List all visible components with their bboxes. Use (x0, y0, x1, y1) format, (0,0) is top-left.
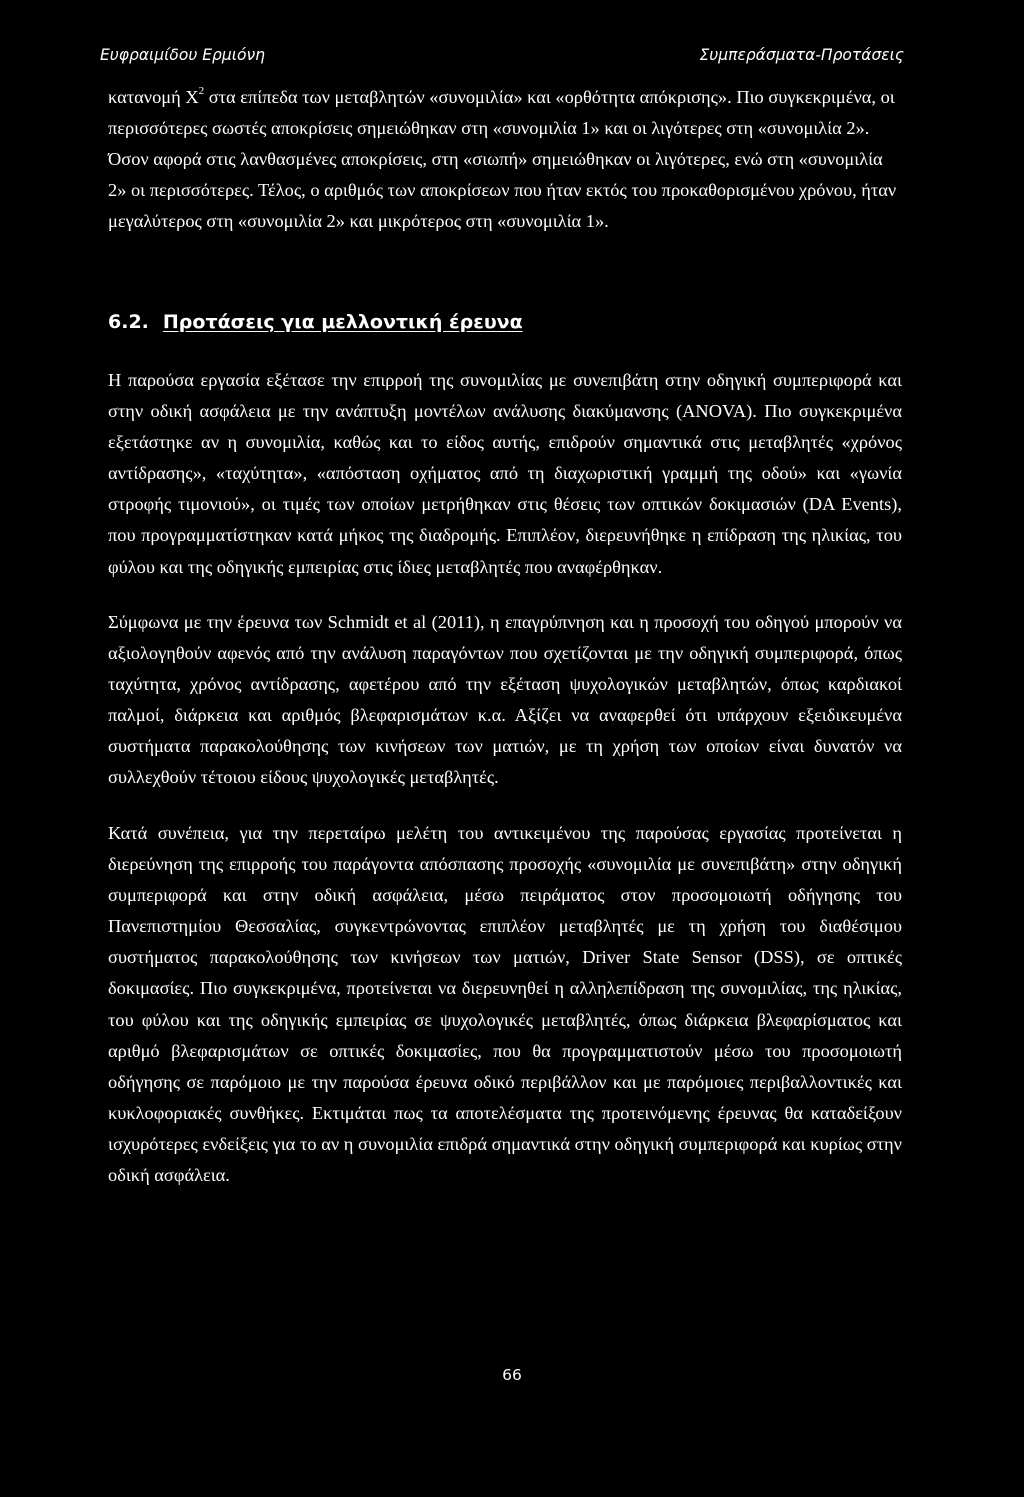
section-number: 6.2. (108, 311, 149, 333)
running-header (100, 46, 904, 70)
section-title: Προτάσεις για μελλοντική έρευνα (162, 311, 523, 333)
body-paragraph: Σύμφωνα με την έρευνα των Schmidt et al (2011), η επαγρύπνηση και η προσοχή του οδηγού μπορούν να αξιολογηθούν αφενός από την ανάλυση παραγόντων που σχετίζονται με την οδηγική συμπεριφορά, όπως ταχύτητα, χρόνος αντίδρασης, αφετέρου από την εξέταση ψυχολογικών μεταβλητών, όπως καρδιακοί παλμοί, διάρκεια και αριθμός βλεφαρισμάτων κ.α. Αξίζει να αναφερθεί ότι υπάρχουν εξειδικευμένα συστήματα παρακολούθησης των κινήσεων των ματιών, με τη χρήση των οποίων είναι δυνατόν να συλλεχθούν τέτοιου είδους ψυχολογικές μεταβλητές. (108, 612, 902, 788)
page-number: 66 (502, 1366, 522, 1384)
body-paragraph: Κατά συνέπεια, για την περεταίρω μελέτη του αντικειμένου της παρούσας εργασίας προτείνεται η διερεύνηση της επιρροής του παράγοντα απόσπασης προσοχής «συνομιλία με συνεπιβάτη» στην οδηγική συμπεριφορά και στην οδική ασφάλεια, μέσω πειράματος στον προσομοιωτή οδήγησης του Πανεπιστημίου Θεσσαλίας, συγκεντρώνοντας επιπλέον μεταβλητές με τη χρήση του διαθέσιμου συστήματος παρακολούθησης των κινήσεων των ματιών, Driver State Sensor (DSS), σε οπτικές δοκιμασίες. Πιο συγκεκριμένα, προτείνεται να διερευνηθεί η αλληλεπίδραση της συνομιλίας, της ηλικίας, του φύλου και της οδηγικής εμπειρίας σε ψυχολογικές μεταβλητές, όπως διάρκεια βλεφαρίσματος και αριθμό βλεφαρισμάτων σε οπτικές δοκιμασίες, που θα προγραμματιστούν μέσω του προσομοιωτή οδήγησης σε παρόμοιο με την παρούσα έρευνα οδικό περιβάλλον και με παρόμοιες περιβαλλοντικές και κυκλοφοριακές συνθήκες. Εκτιμάται πως τα αποτελέσματα της προτεινόμενης έρευνας θα καταδείξουν ισχυρότερες ενδείξεις για το αν η συνομιλία επιδρά σημαντικά στην οδηγική συμπεριφορά και κυρίως στην οδική ασφάλεια. (108, 823, 902, 1186)
header-chapter: Συμπεράσματα-Προτάσεις (699, 46, 904, 64)
header-author: Ευφραιμίδου Ερμιόνη (100, 46, 265, 64)
section-heading (108, 311, 523, 333)
intro-paragraph (108, 82, 902, 237)
intro-text: στα επίπεδα των μεταβλητών «συνομιλία» και «ορθότητα απόκρισης». Πιο συγκεκριμένα, οι περισσότερες σωστές αποκρίσεις σημειώθηκαν στη «συνομιλία 1» και οι λιγότερες στη «συνομιλία 2». Όσον αφορά στις λανθασμένες αποκρίσεις, στη «σιωπή» σημειώθηκαν οι λιγότερες, ενώ στη «συνομιλία 2» οι περισσότερες. Τέλος, ο αριθμός των αποκρίσεων που ήταν εκτός του προκαθορισμένου χρόνου, ήταν μεγαλύτερος στη «συνομιλία 2» και μικρότερος στη «συνομιλία 1». (108, 87, 897, 232)
intro-prefix: κατανομή Χ (108, 87, 199, 107)
chi-square-superscript: 2 (198, 84, 205, 97)
body-paragraph: Η παρούσα εργασία εξέτασε την επιρροή της συνομιλίας με συνεπιβάτη στην οδηγική συμπεριφορά και στην οδική ασφάλεια με την ανάπτυξη μοντέλων ανάλυσης διακύμανσης (ANOVA). Πιο συγκεκριμένα εξετάστηκε αν η συνομιλία, καθώς και το είδος αυτής, επιδρούν σημαντικά στις μεταβλητές «χρόνος αντίδρασης», «ταχύτητα», «απόσταση οχήματος από τη διαχωριστική γραμμή της οδού» και «γωνία στροφής τιμονιού», οι τιμές των οποίων μετρήθηκαν στις θέσεις των οπτικών δοκιμασιών (DA Events), που προγραμματίστηκαν κατά μήκος της διαδρομής. Επιπλέον, διερευνήθηκε η επίδραση της ηλικίας, του φύλου και της οδηγικής εμπειρίας στις ίδιες μεταβλητές που αναφέρθηκαν. (108, 370, 902, 577)
